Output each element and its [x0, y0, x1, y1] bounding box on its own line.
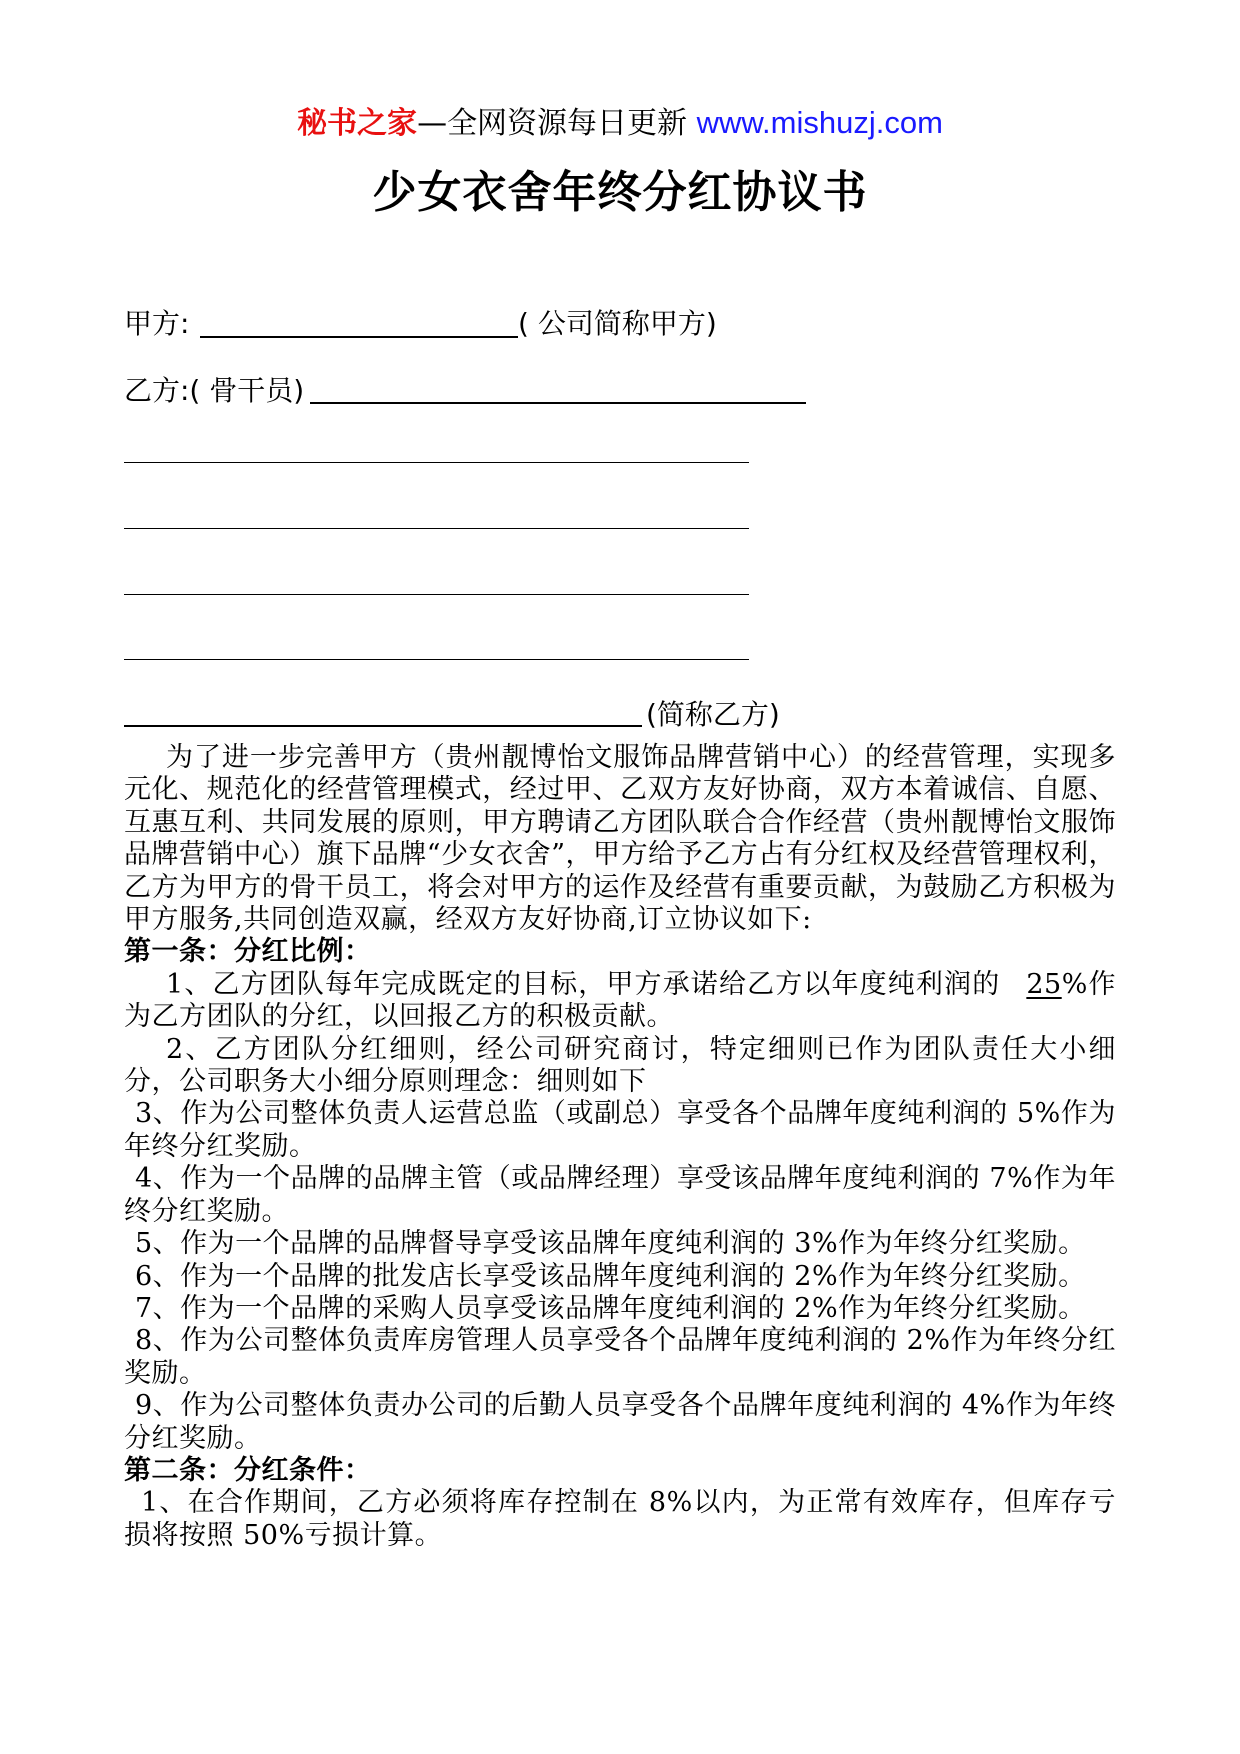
article-2-item-1: 1、在合作期间，乙方必须将库存控制在 8%以内，为正常有效库存，但库存亏损将按照 50%亏损计算。	[124, 1487, 1116, 1551]
party-b-blank-line-1	[124, 462, 749, 463]
article-1-heading: 第一条：分红比例：	[124, 936, 372, 968]
party-b-blank-line-3	[124, 594, 749, 595]
article-1-item-3: 3、作为公司整体负责人运营总监（或副总）享受各个品牌年度纯利润的 5%作为年终分红奖励。	[124, 1098, 1116, 1162]
party-a-blank	[200, 336, 518, 338]
site-url[interactable]: www.mishuzj.com	[696, 105, 943, 140]
party-b-blank	[310, 402, 806, 404]
party-b-suffix: (简称乙方)	[646, 698, 780, 731]
article-1-item-4: 4、作为一个品牌的品牌主管（或品牌经理）享受该品牌年度纯利润的 7%作为年终分红奖励。	[124, 1163, 1116, 1227]
article-1-item-8: 8、作为公司整体负责库房管理人员享受各个品牌年度纯利润的 2%作为年终分红奖励。	[124, 1325, 1116, 1389]
party-b-blank-line-4	[124, 659, 749, 660]
article-1-item-9: 9、作为公司整体负责办公司的后勤人员享受各个品牌年度纯利润的 4%作为年终分红奖励。	[124, 1390, 1116, 1454]
party-b-blank-line-5	[124, 725, 642, 727]
party-b-label: 乙方:( 骨干员)	[124, 374, 305, 407]
agreement-body	[124, 742, 1116, 1552]
article-1-item-6: 6、作为一个品牌的批发店长享受该品牌年度纯利润的 2%作为年终分红奖励。	[135, 1260, 1086, 1292]
article-1-item-1	[124, 969, 1116, 1034]
article-1-item-5: 5、作为一个品牌的品牌督导享受该品牌年度纯利润的 3%作为年终分红奖励。	[135, 1228, 1086, 1260]
dividend-percent-value: 25	[1026, 968, 1062, 1000]
site-brand: 秘书之家	[297, 106, 418, 141]
article-1-item-1-text: 1、乙方团队每年完成既定的目标，甲方承诺给乙方以年度纯利润的	[166, 968, 1001, 1000]
party-a-suffix: ( 公司简称甲方)	[518, 307, 717, 340]
site-slogan: —全网资源每日更新	[417, 106, 688, 141]
article-1-item-1-text-after: %作为乙方团队的分红，以回报乙方的积极贡献。	[124, 968, 1116, 1033]
article-1-item-7: 7、作为一个品牌的采购人员享受该品牌年度纯利润的 2%作为年终分红奖励。	[135, 1292, 1086, 1324]
document-title: 少女衣舍年终分红协议书	[372, 167, 868, 218]
article-2-heading: 第二条：分红条件：	[124, 1454, 372, 1486]
preamble-paragraph: 为了进一步完善甲方（贵州靓博怡文服饰品牌营销中心）的经营管理，实现多元化、规范化的经营管理模式，经过甲、乙双方友好协商，双方本着诚信、自愿、互惠互利、共同发展的原则，甲方聘请乙方团队联合合作经营（贵州靓博怡文服饰品牌营销中心）旗下品牌“少女衣舍”，甲方给予乙方占有分红权及经营管理权利，乙方为甲方的骨干员工，将会对甲方的运作及经营有重要贡献，为鼓励乙方积极为甲方服务,共同创造双赢，经双方友好协商,订立协议如下:	[124, 742, 1116, 936]
article-1-item-2: 2、乙方团队分红细则，经公司研究商讨，特定细则已作为团队责任大小细分，公司职务大小细分原则理念：细则如下	[124, 1033, 1116, 1098]
site-header	[0, 103, 1240, 144]
party-a-label: 甲方:	[124, 307, 190, 340]
party-b-blank-line-2	[124, 528, 749, 529]
